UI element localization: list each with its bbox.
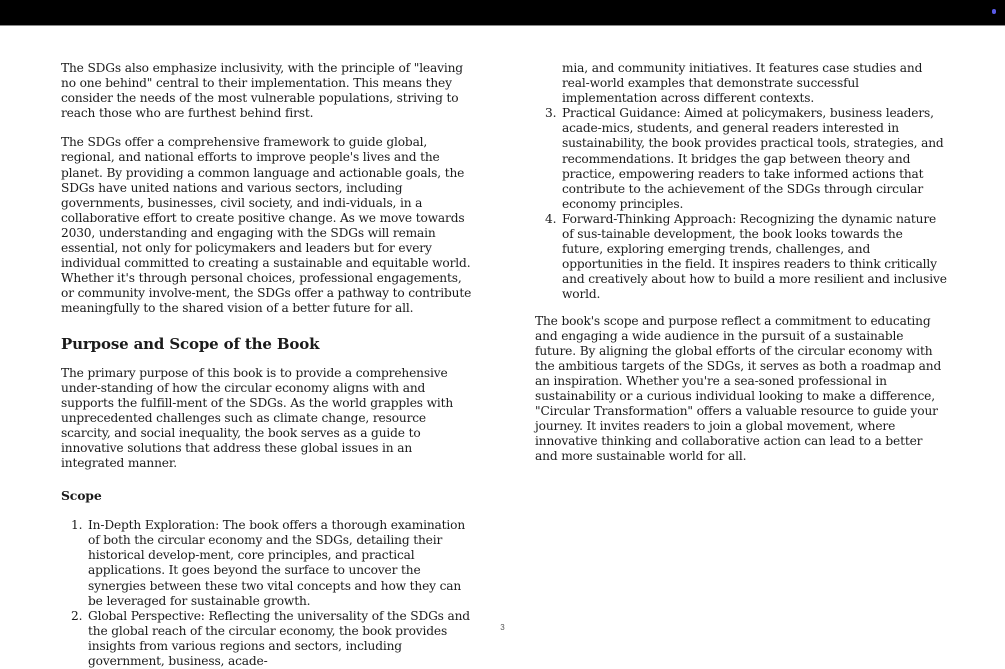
list-continuation: mia, and community initiatives. It features case studies and real-world examples that demonstrate successful implementation across different contexts. [562,61,923,106]
page-number: 3 [500,623,505,632]
list-number: 3. [545,106,557,121]
status-dot-icon [992,9,996,14]
list-item [535,212,947,303]
paragraph-purpose: The primary purpose of this book is to provide a comprehensive under-standing of how the circular economy aligns with and supports the fulfill-ment of the SDGs. As the world grapples with unprecedented challenges such as climate change, resource scarcity, and social inequality, the book serves as a guide to innovative solutions that address these global issues in an integrated manner. [61,365,454,471]
paragraph-inclusivity: The SDGs also emphasize inclusivity, with the principle of "leaving no one behind" central to their implementation. This means they consider the needs of the most vulnerable populations, striving to reach those who are furthest behind first. [61,61,463,121]
list-number: 4. [545,211,557,226]
list-number: 2. [71,608,83,623]
scope-list [61,518,473,669]
list-item [535,106,947,212]
top-bar [0,0,1005,26]
subheading-scope: Scope [61,488,102,504]
paragraph-framework: The SDGs offer a comprehensive framework to guide global, regional, and national efforts to improve people's lives and the planet. By providing a common language and actionable goals, the SDGs have united nations and various sectors, including governments, businesses, civil society, and indi-viduals, in a collaborative effort to create positive change. As we move towards 2030, understanding and engaging with the SDGs will remain essential, not only for policymakers and leaders but for every individual committed to creating a sustainable and equitable world. Whether it's through personal choices, professional engagements, or community involve-ment, the SDGs offer a pathway to contribute meaningfully to the shared vision of a better future for all. [61,135,472,316]
paragraph-conclusion: The book's scope and purpose reflect a commitment to educating and engaging a wide audience in the pursuit of a sustainable future. By aligning the global efforts of the circular economy with the ambitious targets of the SDGs, it serves as both a roadmap and an inspiration. Whether you're a sea-soned professional in sustainability or a curious individual looking to make a difference, "Circular Transformation" offers a valuable resource to guide your journey. It invites readers to join a global movement, where innovative thinking and collaborative action can lead to a better and more sustainable world for all. [535,313,942,464]
list-text: Practical Guidance: Aimed at policymakers, business leaders, acade-mics, students, and general readers interested in sustainability, the book provides practical tools, strategies, and recommendations. It bridges the gap between theory and practice, empowering readers to take informed actions that contribute to the achievement of the SDGs through circular economy principles. [562,106,944,211]
left-column [61,61,473,669]
list-item [61,609,473,669]
list-item [61,518,473,609]
list-number: 1. [71,518,83,533]
scope-list-continued [535,106,947,302]
list-text: Global Perspective: Reflecting the universality of the SDGs and the global reach of the circular economy, the book provides insights from various regions and sectors, including government, business, acade- [88,608,470,668]
right-column [535,61,947,464]
section-heading: Purpose and Scope of the Book [61,334,320,353]
list-text: In-Depth Exploration: The book offers a thorough examination of both the circular economy and the SDGs, detailing their historical develop-ment, core principles, and practical applications. It goes beyond the surface to uncover the synergies between these two vital concepts and how they can be leveraged for sustainable growth. [88,518,466,608]
list-text: Forward-Thinking Approach: Recognizing the dynamic nature of sus-tainable development, the book looks towards the future, exploring emerging trends, challenges, and opportunities in the field. It inspires readers to think critically and creatively about how to build a more resilient and inclusive world. [562,211,947,302]
